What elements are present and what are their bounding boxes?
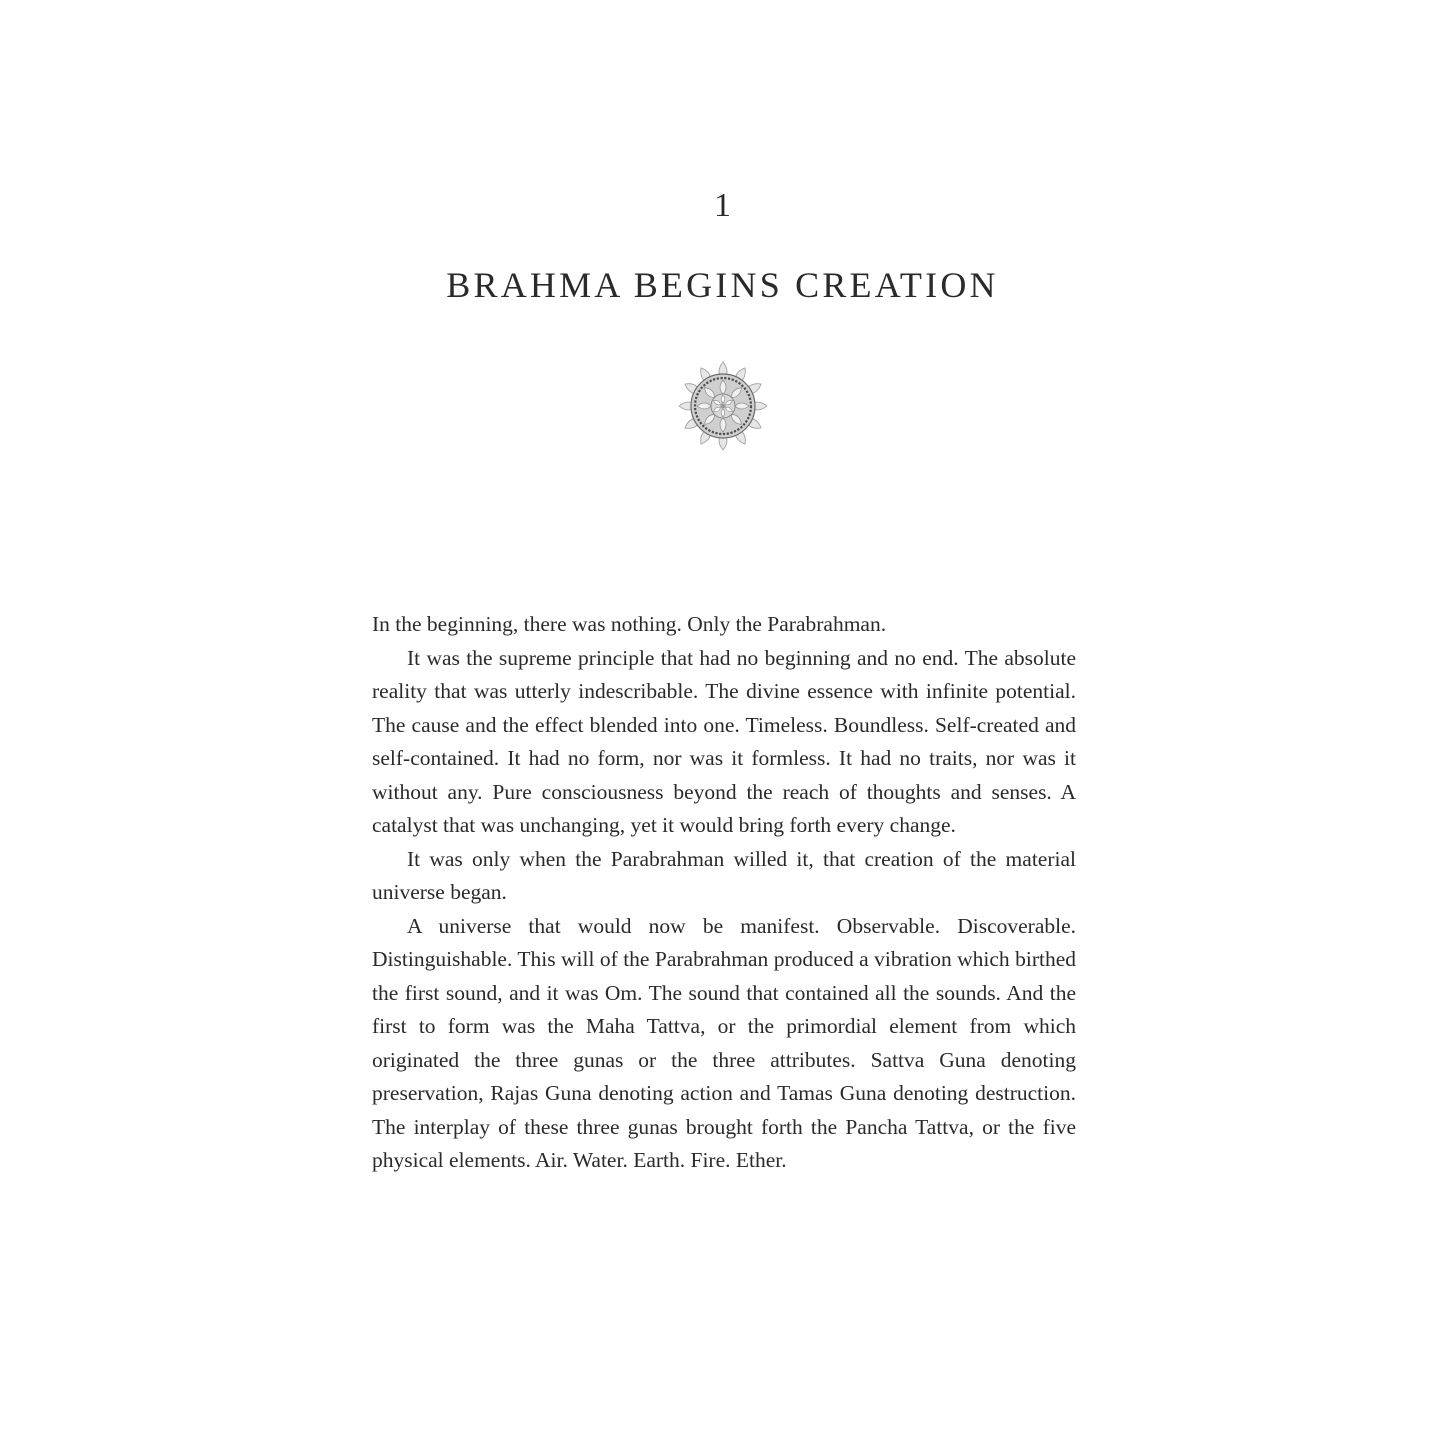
paragraph-1: In the beginning, there was nothing. Only the Parabrahman.: [372, 612, 887, 636]
chapter-title: BRAHMA BEGINS CREATION: [446, 265, 999, 305]
mandala-ornament-icon: [677, 360, 769, 452]
paragraph-4: A universe that would now be manifest. Observable. Discoverable. Distinguishable. This will of the Parabrahman produced a vibration which birthed the first sound, and it was Om. The sound that contained all the sounds. And the first to form was the Maha Tattva, or the primordial element from which originated the three gunas or the three attributes. Sattva Guna denoting preservation, Rajas Guna denoting action and Tamas Guna denoting destruction. The interplay of these three gunas brought forth the Pancha Tattva, or the five physical elements. Air. Water. Earth. Fire. Ether.: [372, 913, 1076, 1172]
chapter-number: 1: [714, 187, 731, 224]
chapter-body: [372, 608, 1076, 1178]
paragraph-2: It was the supreme principle that had no beginning and no end. The absolute reality that was utterly indescribable. The divine essence with infinite potential. The cause and the effect blended into one. Timeless. Boundless. Self-created and self-contained. It had no form, nor was it formless. It had no traits, nor was it without any. Pure consciousness beyond the reach of thoughts and senses. A catalyst that was unchanging, yet it would bring forth every change.: [372, 645, 1076, 837]
paragraph-3: It was only when the Parabrahman willed it, that creation of the material universe began.: [372, 846, 1076, 904]
